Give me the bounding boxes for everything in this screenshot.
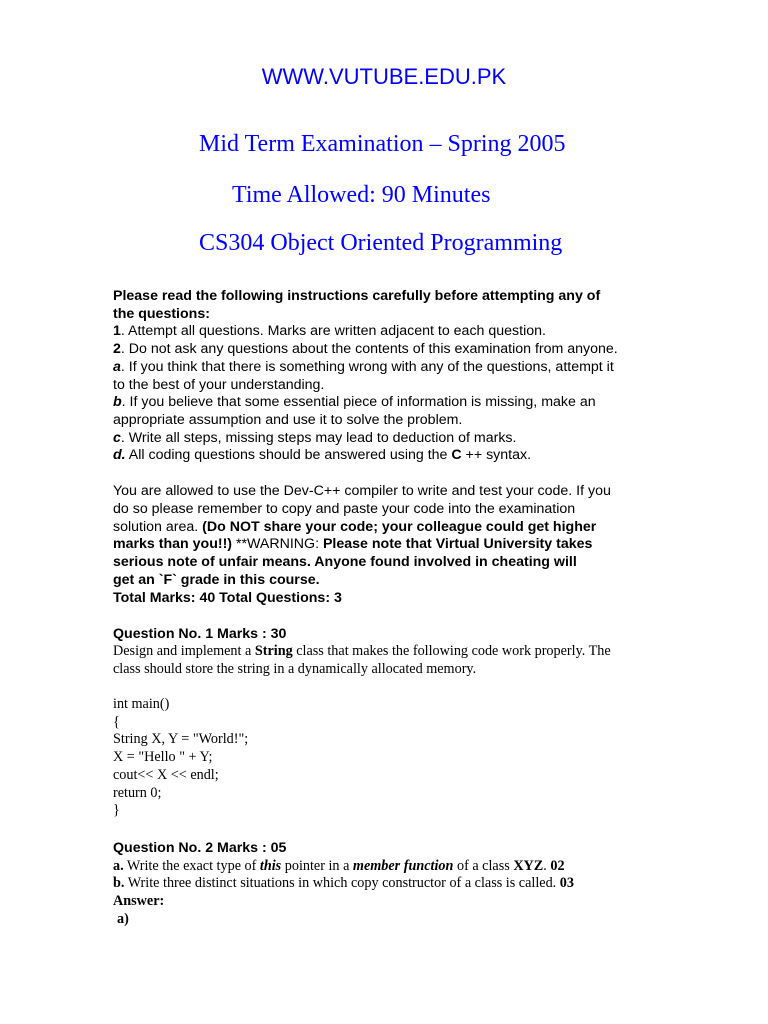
instruction-b-cont: appropriate assumption and use it to solve the problem. bbox=[113, 412, 463, 428]
course-title: CS304 Object Oriented Programming bbox=[199, 230, 563, 256]
instruction-1: 1. Attempt all questions. Marks are written adjacent to each question. bbox=[113, 323, 546, 339]
compiler-note-line-1: You are allowed to use the Dev-C++ compiler to write and test your code. If you bbox=[113, 483, 611, 499]
code-line: X = "Hello " + Y; bbox=[113, 749, 213, 765]
q1-description-line-2: class should store the string in a dynamically allocated memory. bbox=[113, 661, 477, 677]
instruction-c: c. Write all steps, missing steps may lead to deduction of marks. bbox=[113, 430, 517, 446]
compiler-note-line-2: do so please remember to copy and paste your code into the examination bbox=[113, 501, 576, 517]
instruction-a-cont: to the best of your understanding. bbox=[113, 377, 325, 393]
code-line: } bbox=[113, 802, 120, 818]
code-line: return 0; bbox=[113, 785, 162, 801]
instructions-heading: Please read the following instructions carefully before attempting any of bbox=[113, 288, 601, 304]
code-line: cout<< X << endl; bbox=[113, 767, 219, 783]
instructions-heading-cont: the questions: bbox=[113, 306, 210, 322]
q2-heading: Question No. 2 Marks : 05 bbox=[113, 840, 287, 856]
answer-label: Answer: bbox=[113, 893, 165, 909]
exam-title: Mid Term Examination – Spring 2005 bbox=[199, 131, 566, 157]
q1-heading: Question No. 1 Marks : 30 bbox=[113, 626, 287, 642]
instruction-2: 2. Do not ask any questions about the contents of this examination from anyone. bbox=[113, 341, 618, 357]
q2-part-b: b. Write three distinct situations in which copy constructor of a class is called. 03 bbox=[113, 875, 574, 891]
q2-part-a: a. Write the exact type of this pointer in a member function of a class XYZ. 02 bbox=[113, 858, 565, 874]
time-allowed: Time Allowed: 90 Minutes bbox=[232, 182, 491, 208]
answer-a-label: a) bbox=[117, 911, 129, 927]
instruction-b: b. If you believe that some essential piece of information is missing, make an bbox=[113, 394, 596, 410]
compiler-note-line-4: marks than you!!) **WARNING: Please note that Virtual University takes bbox=[113, 536, 593, 552]
code-line: int main() bbox=[113, 696, 170, 712]
compiler-note-line-6: get an `F` grade in this course. bbox=[113, 572, 320, 588]
total-marks: Total Marks: 40 Total Questions: 3 bbox=[113, 590, 342, 606]
compiler-note-line-5: serious note of unfair means. Anyone found involved in cheating will bbox=[113, 554, 577, 570]
code-line: String X, Y = "World!"; bbox=[113, 731, 249, 747]
q1-description-line-1: Design and implement a String class that makes the following code work properly. The bbox=[113, 643, 611, 659]
site-url: WWW.VUTUBE.EDU.PK bbox=[261, 64, 507, 89]
instruction-d: d. All coding questions should be answered using the C ++ syntax. bbox=[113, 447, 532, 463]
compiler-note-line-3: solution area. (Do NOT share your code; your colleague could get higher bbox=[113, 519, 597, 535]
code-line: { bbox=[113, 714, 120, 730]
instruction-a: a. If you think that there is something wrong with any of the questions, attempt it bbox=[113, 359, 614, 375]
